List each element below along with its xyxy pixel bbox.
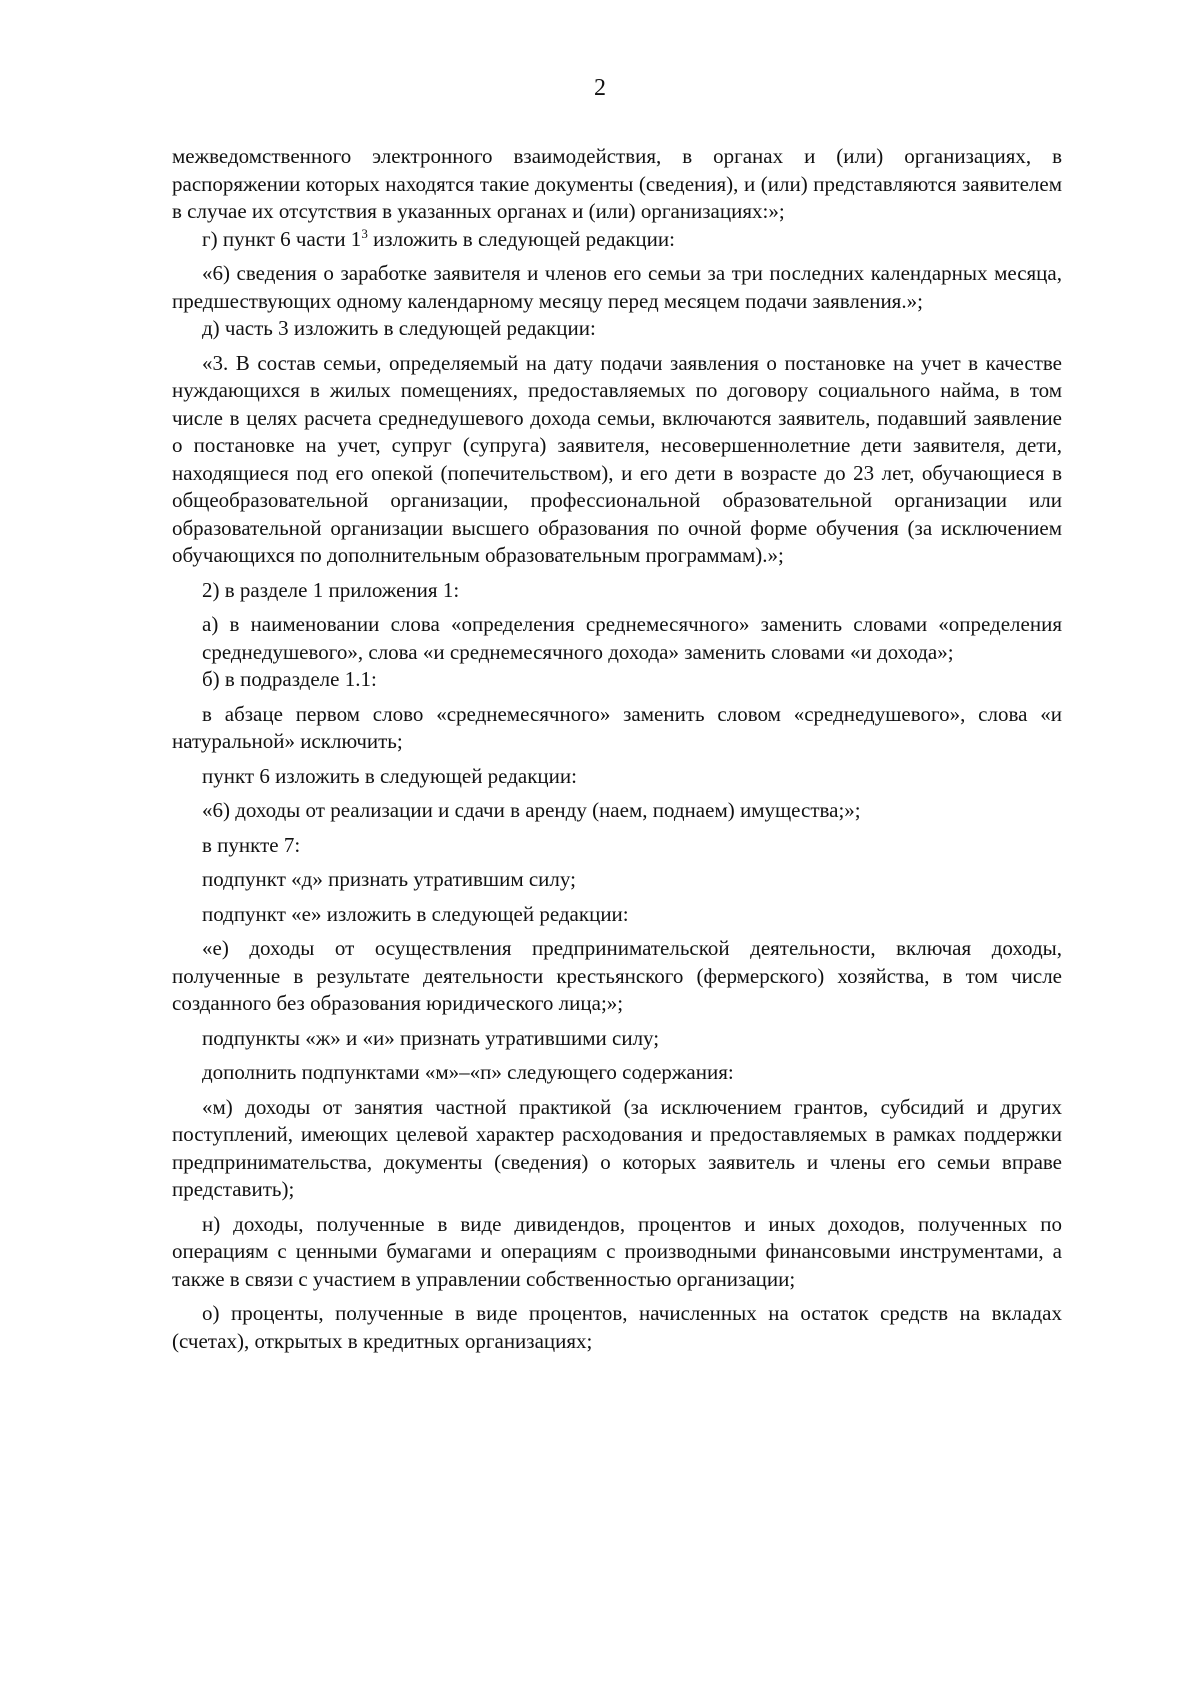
paragraph-item-g-tail: изложить в следующей редакции:	[367, 226, 675, 251]
paragraph-quote-3: «3. В состав семьи, определяемый на дату подачи заявления о постановке на учет в качестве нуждающихся в жилых помещениях, предоставляемых по договору социального найма, в том числе в целях расчета среднедушевого дохода семьи, включаются заявитель, подавший заявление о постановке на учет, супруг (супруга) заявителя, несовершеннолетние дети заявителя, дети, находящиеся под его опекой (попечительством), и его дети в возрасте до 23 лет, обучающиеся в общеобразовательной организации, профессиональной образовательной организации или образовательной организации высшего образования по очной форме обучения (за исключением обучающихся по дополнительным образовательным программам).»;	[172, 350, 1062, 567]
paragraph-item-d: д) часть 3 изложить в следующей редакции:	[202, 316, 596, 340]
paragraph-punkt-6: пункт 6 изложить в следующей редакции:	[202, 763, 577, 788]
paragraph-item-g-text: г) пункт 6 части 1	[202, 226, 362, 251]
paragraph-item-a: а) в наименовании слова «определения среднемесячного» заменить словами «определения среднедушевого», слова «и среднемесячного дохода» заменить словами «и дохода»;	[202, 612, 1062, 664]
paragraph-item-g	[172, 226, 1062, 254]
paragraph-add-subpunkty: дополнить подпунктами «м»–«п» следующего содержания:	[202, 1060, 734, 1084]
paragraph-subpunkt-e: подпункт «е» изложить в следующей редакции:	[202, 901, 629, 926]
paragraph-subpunkt-d: подпункт «д» признать утратившим силу;	[202, 867, 576, 891]
page-number: 2	[594, 75, 606, 101]
paragraph-quote-e: «е) доходы от осуществления предпринимательской деятельности, включая доходы, полученные в результате деятельности крестьянского (фермерского) хозяйства, в том числе созданного без образования юридического лица;»;	[172, 936, 1062, 1015]
paragraph-item-o: о) проценты, полученные в виде процентов, начисленных на остаток средств на вкладах (счетах), открытых в кредитных организациях;	[172, 1301, 1062, 1353]
paragraph-item-n: н) доходы, полученные в виде дивидендов, процентов и иных доходов, полученных по операциям с ценными бумагами и операциям с производными финансовыми инструментами, а также в связи с участием в управлении собственностью организации;	[172, 1211, 1062, 1291]
paragraph-item-2: 2) в разделе 1 приложения 1:	[202, 577, 460, 602]
paragraph-continuation: межведомственного электронного взаимодействия, в органах и (или) организациях, в распоряжении которых находятся такие документы (сведения), и (или) представляются заявителем в случае их отсутствия в указанных органах и (или) организациях:»;	[172, 144, 1062, 223]
paragraph-quote-6: «6) сведения о заработке заявителя и членов его семьи за три последних календарных месяца, предшествующих одному календарному месяцу перед месяцем подачи заявления.»;	[172, 261, 1062, 313]
paragraph-punkt-7: в пункте 7:	[202, 832, 301, 857]
paragraph-quote-6-income: «6) доходы от реализации и сдачи в аренду (наем, поднаем) имущества;»;	[202, 798, 861, 822]
paragraph-first-abzac: в абзаце первом слово «среднемесячного» заменить словом «среднедушевого», слова «и натуральной» исключить;	[172, 701, 1062, 753]
document-body	[172, 143, 1062, 1355]
paragraph-item-b: б) в подразделе 1.1:	[202, 667, 377, 691]
paragraph-quote-m: «м) доходы от занятия частной практикой (за исключением грантов, субсидий и других поступлений, имеющих целевой характер расходования и предоставляемых в рамках поддержки предпринимательства, документы (сведения) о которых заявитель и члены его семьи вправе представить);	[172, 1094, 1062, 1201]
superscript-part-number: 3	[361, 225, 368, 241]
paragraph-subpunkty-zh-i: подпункты «ж» и «и» признать утратившими силу;	[202, 1025, 660, 1050]
